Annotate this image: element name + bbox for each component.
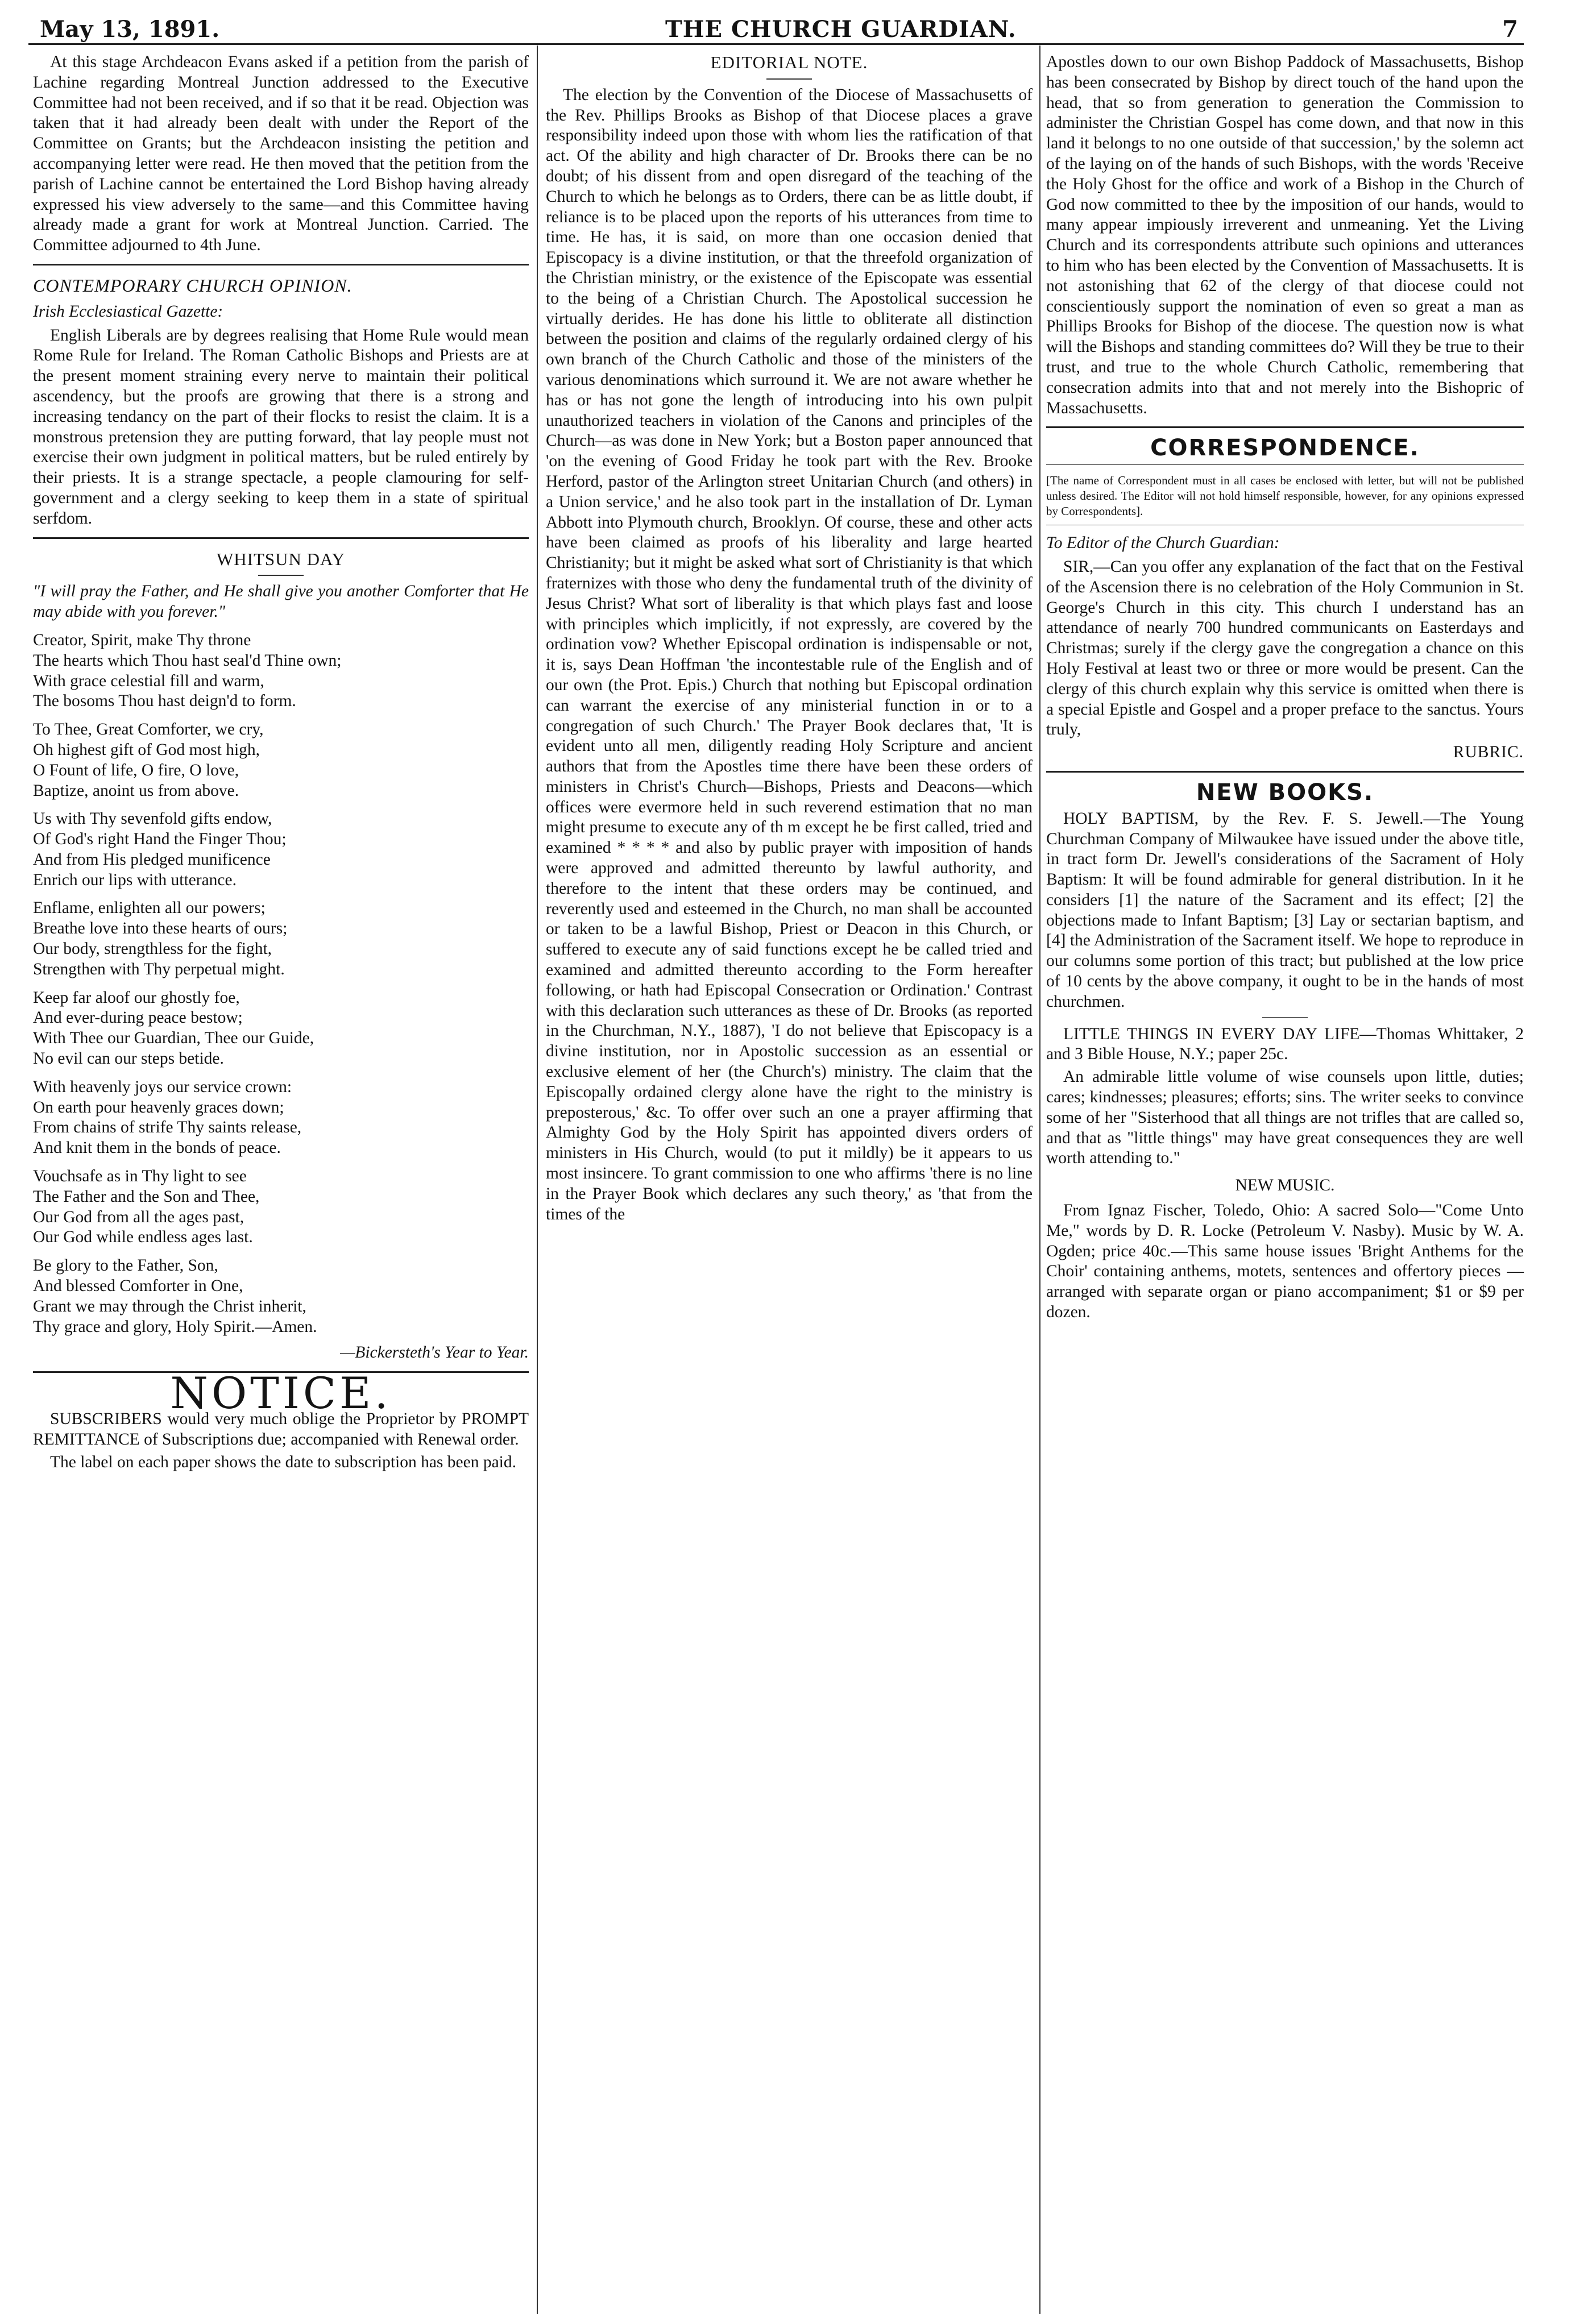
book-little-things-text: An admirable little volume of wise counsels upon little, duties; cares; kindnesses; pleasures; efforts; sins. The writer seeks to convince some of her "Sisterhood that all things are not trifles that are called so, and that as "little things" may have great consequences they are well worth attending to." [1046,1068,1524,1168]
heading-rule [258,575,304,576]
poem-line: The Father and the Son and Thee, [33,1187,260,1206]
correspondence-note: [The name of Correspondent must in all cases be enclosed with letter, but will not be published unless desired. The Editor will not hold himself responsible, however, for any opinions expressed by Correspondents]. [1046,474,1524,518]
poem-stanza [33,1256,529,1337]
column-3 [1046,52,1524,1325]
notice-heading: NOTICE. [170,1368,392,1419]
whitsun-epigraph: "I will pray the Father, and He shall give you another Comforter that He may abide with you forever." [33,582,529,621]
header-rule [28,43,1524,45]
poem-line: And from His pledged munificence [33,850,271,869]
poem-line: And ever-during peace bestow; [33,1009,243,1027]
poem-attribution: —Bickersteth's Year to Year. [340,1343,529,1362]
poem-line: Keep far aloof our ghostly foe, [33,988,240,1007]
poem-line: Grant we may through the Christ inherit, [33,1297,306,1315]
heading-rule [766,78,812,80]
poem-line: From chains of strife Thy saints release, [33,1118,302,1137]
poem-line: Baptize, anoint us from above. [33,781,239,800]
new-music-text: From Ignaz Fischer, Toledo, Ohio: A sacred Solo—"Come Unto Me," words by D. R. Locke (Petroleum V. Nasby). Music by W. A. Ogden; price 40c.—This same house issues 'Bright Anthems for the Choir' containing anthems, motets, sentences and offertory pieces —arranged with separate organ or piano accompaniment; $1 or $9 per dozen. [1046,1201,1524,1322]
poem-line: Thy grace and glory, Holy Spirit.—Amen. [33,1317,317,1336]
poem-line: Vouchsafe as in Thy light to see [33,1167,247,1186]
poem-line: To Thee, Great Comforter, we cry, [33,720,264,739]
opinion-source: Irish Ecclesiastical Gazette: [33,302,223,321]
poem-stanza [33,898,529,980]
poem-stanza [33,809,529,890]
new-music-heading: NEW MUSIC. [1235,1176,1335,1195]
poem-line: With heavenly joys our service crown: [33,1077,292,1096]
page-number: 7 [1502,16,1518,43]
poem-line: Creator, Spirit, make Thy throne [33,630,251,649]
section-rule [33,537,529,539]
book-little-things-head: LITTLE THINGS IN EVERY DAY LIFE—Thomas Whittaker, 2 and 3 Bible House, N.Y.; paper 25c. [1046,1024,1524,1064]
notice-subscribers: SUBSCRIBERS would very much oblige the Proprietor by PROMPT REMITTANCE of Subscriptions due; accompanied with Renewal order. [33,1410,529,1449]
notice-label: The label on each paper shows the date to subscription has been paid. [50,1453,517,1471]
poem-line: With Thee our Guardian, Thee our Guide, [33,1029,314,1048]
column-divider-1 [537,45,538,2314]
letter-salutation: To Editor of the Church Guardian: [1046,534,1280,553]
whitsun-poem [33,630,529,1338]
poem-line: The hearts which Thou hast seal'd Thine own; [33,651,342,670]
column-divider-2 [1039,45,1040,2314]
opinion-heading: CONTEMPORARY CHURCH OPINION. [33,275,353,296]
poem-stanza [33,1167,529,1248]
section-rule [33,264,529,265]
section-rule [1046,426,1524,428]
poem-line: Our body, strengthless for the fight, [33,940,272,958]
opinion-text: English Liberals are by degrees realising that Home Rule would mean Rome Rule for Ireland. The Roman Catholic Bishops and Priests are at the present moment straining every nerve to maintain their political ascendency, but the proofs are growing that there is a strong and increasing tendancy on the part of their flocks to resist the claim. It is a monstrous pretension they are putting forward, that lay people must not exercise their own judgment in political matters, but be ruled entirely by their priests. It is a strange spectacle, a people clamouring for self-government and a clergy seeking to keep them in a state of spiritual serfdom. [33,326,529,528]
correspondence-heading: CORRESPONDENCE. [1150,435,1420,462]
editorial-text: The election by the Convention of the Diocese of Massachusetts of the Rev. Phillips Brooks as Bishop of that Diocese places a grave responsibility indeed upon those with whom lies the ratification of that act. Of the ability and high character of Dr. Brooks there can be no doubt; of his dissent from and open disregard of the teaching of the Church to which he belongs as to Orders, there can be as little doubt, if reliance is to be placed upon the reports of his utterances from time to time. He has, it is said, on more than one occasion denied that Episcopacy is a divine institution, or that the threefold organization of the Christian ministry, or the existence of the Episcopate was essential to the being of a Christian Church. The Apostolical succession he virtually derides. He has done his little to obliterate all distinction between the position and claims of the regularly ordained clergy of his own branch of the Church Catholic and those of the ministers of the various denominations which surround it. We are not aware whether he has or has not gone the length of introducing into his own pulpit unauthorized teachers in violation of the Canons and principles of the Church—as was done in New York; but a Boston paper announced that 'on the evening of Good Friday he took part with the Rev. Brooke Herford, pastor of the Arlington street Unitarian Church (and others) in a Union service,' and he also took part in the installation of Dr. Lyman Abbott into Plymouth church, Brooklyn. Of course, these and other acts have been claimed as proofs of his liberality and large hearted Christianity; but it might be asked what sort of Christianity is that which fraternizes with those who deny the fundamental truth of the divinity of Jesus Christ? What sort of liberality is that which plays fast and loose with principles which implicitly, if not expressly, are covered by the ordination vow? Whether Episcopal ordination is indispensable or not, it is, says Dean Hoffman 'the incontestable rule of the English and of our own (the Prot. Epis.) Church that nothing but Episcopal ordination can warrant the exercise of any ministerial function in or to a congregation of such Church.' The Prayer Book declares that, 'It is evident unto all men, diligently reading Holy Scripture and ancient authors that from the Apostles time there have been these orders of ministers in Christ's Church—Bishops, Priests and Deacons—which offices were evermore held in such reverend estimation that no man might presume to execute any of th m except he be first called, tried and examined * * * * and also by public prayer with imposition of hands were approved and admitted thereunto by lawful authority, and therefore to the intent that these orders may be continued, and reverently used and esteemed in the Church, no man shall be accounted or taken to be a lawful Bishop, Priest or Deacon in this Church, or suffered to execute any of said functions except he be called tried and examined and admitted thereunto according to the Form hereafter following, or hath had Episcopal Consecration or Ordination.' Contrast with this declaration such utterances as these of Dr. Brooks (as reported in the Churchman, N.Y., 1887), 'I do not believe that Episcopacy is a divine institution, nor in Apostolic succession as an essential or exclusive element of her (the Church's) ministry. The claim that the Episcopally ordained clergy alone have the right to the ministry is preposterous,' &c. To offer over such an one a prayer affirming that Almighty God by the Holy Spirit has appointed divers orders of ministers in His Church, would (to put it mildly) be it appears to us most insincere. To grant commission to one who affirms 'there is no line in the Prayer Book which declares any such theory,' as 'that from the times of the [546,85,1033,1223]
item-rule [1262,1017,1308,1018]
poem-line: Be glory to the Father, Son, [33,1256,218,1275]
poem-line: Of God's right Hand the Finger Thou; [33,830,287,849]
editorial-continuation: Apostles down to our own Bishop Paddock of Massachusetts, Bishop has been consecrated by Bishop by direct touch of the hand upon the head, that so from generation to generation the Commission to administer the Christian Gospel has come down, and that now in this land it belongs to no one outside of that succession,' by the solemn act of the laying on of the hands of such Bishops, with the words 'Receive the Holy Ghost for the office and work of a Bishop in the Church of God now committed to thee by the imposition of our hands, would to many appear impiously irreverent and unmeaning. Yet the Living Church and its correspondents attribute such opinions and utterances to him who has been elected by the Convention of Massachusetts. It is not astonishing that 62 of the clergy of that diocese could not conscientiously support the nomination of even so great a man as Phillips Brooks for Bishop of the diocese. The question now is what will the Bishops and standing committees do? Will they be true to their trust, and true to the whole Church Catholic, remembering that consecration admits into that and not merely into the Bishopric of Massachusetts. [1046,53,1524,417]
poem-line: Oh highest gift of God most high, [33,740,260,759]
evans-paragraph: At this stage Archdeacon Evans asked if a petition from the parish of Lachine regarding Montreal Junction addressed to the Executive Committee had not been received, and if so that it be read. Objection was taken that it had already been dealt with under the Report of the Committee on Grants; but the Archdeacon insisting the petition and accompanying letter were read. He then moved that the petition from the parish of Lachine cannot be entertained the Lord Bishop having already expressed his view adversely to the same—and this Committee having already made a grant for work at Montreal Junction. Carried. The Committee adjourned to 4th June. [33,53,529,255]
whitsun-heading: WHITSUN DAY [217,549,345,569]
poem-line: Our God while endless ages last. [33,1228,253,1247]
issue-date: May 13, 1891. [40,16,220,43]
letter-text: SIR,—Can you offer any explanation of the fact that on the Festival of the Ascension there is no celebration of the Holy Communion in St. George's Church in this city. This church I understand has an attendance of nearly 700 hundred communicants on Easterdays and Christmas; surely if the clergy gave the congregation a chance on this Holy Festival at least two or three or more would be present. Can the clergy of this church explain why this service is omitted when there is a special Epistle and Gospel and a proper preface to the sanctus. Yours truly, [1046,557,1524,739]
new-books-heading: NEW BOOKS. [1196,779,1374,806]
poem-line: Enrich our lips with utterance. [33,870,237,889]
poem-stanza [33,720,529,801]
poem-stanza [33,988,529,1069]
poem-line: Breathe love into these hearts of ours; [33,919,288,938]
poem-stanza [33,1077,529,1159]
column-2 [546,52,1033,1227]
column-1 [33,52,529,1475]
poem-line: Enflame, enlighten all our powers; [33,899,266,918]
poem-line: Strengthen with Thy perpetual might. [33,960,285,978]
poem-line: With grace celestial fill and warm, [33,671,264,690]
poem-line: No evil can our steps betide. [33,1049,224,1068]
poem-line: O Fount of life, O fire, O love, [33,761,239,779]
poem-line: And blessed Comforter in One, [33,1277,243,1296]
book-holy-baptism: HOLY BAPTISM, by the Rev. F. S. Jewell.—The Young Churchman Company of Milwaukee have issued under the above title, in tract form Dr. Jewell's considerations of the Sacrament of Holy Baptism: It will be found admirable for general distribution. In it he considers [1] the nature of the Sacrament and its effect; [2] the objections made to Infant Baptism; [3] Lay or sectarian baptism, and [4] the Administration of the Sacrament itself. We hope to reproduce in our columns some portion of this tract; but published at the low price of 10 cents by the above company, it ought to be in the hands of most churchmen. [1046,809,1524,1011]
poem-line: On earth pour heavenly graces down; [33,1098,284,1117]
letter-signature: RUBRIC. [1453,743,1524,762]
poem-line: And knit them in the bonds of peace. [33,1139,281,1157]
masthead-title: THE CHURCH GUARDIAN. [665,16,1017,43]
editorial-heading: EDITORIAL NOTE. [710,52,868,72]
poem-line: Us with Thy sevenfold gifts endow, [33,810,272,828]
heading-rule [1046,464,1524,465]
poem-stanza [33,630,529,712]
poem-line: The bosoms Thou hast deign'd to form. [33,692,296,711]
poem-line: Our God from all the ages past, [33,1207,244,1226]
section-rule [1046,771,1524,773]
page-header [28,11,1518,45]
